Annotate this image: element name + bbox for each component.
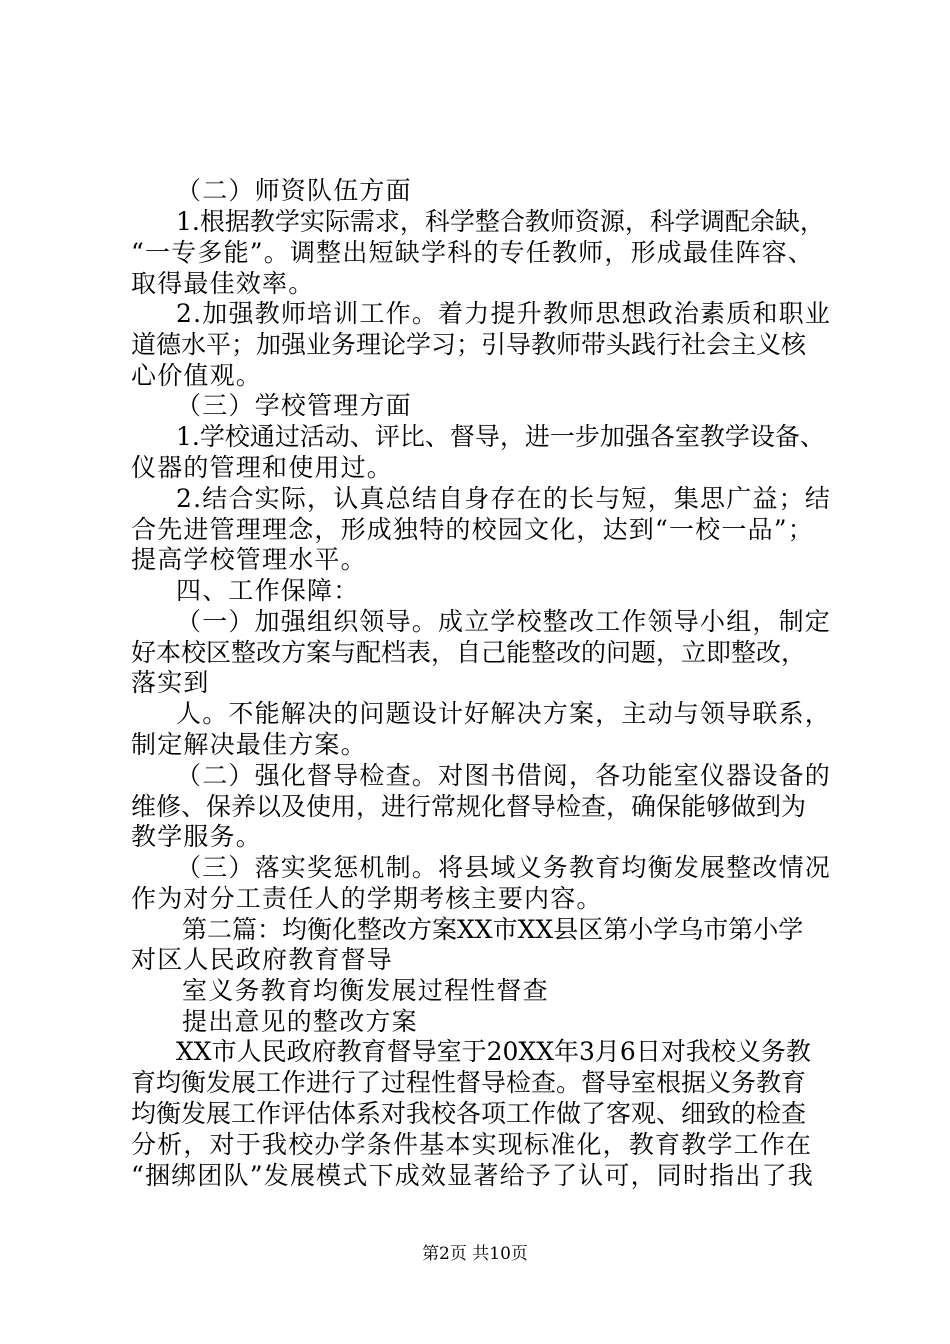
text-line: “捆绑团队”发展模式下成效显著给予了认可，同时指出了我	[131, 1161, 814, 1190]
text-line: 落实到	[131, 668, 210, 697]
text-line: 好本校区整改方案与配档表，自己能整改的问题，立即整改，	[131, 638, 807, 667]
text-line: XX市人民政府教育督导室于20XX年3月6日对我校义务教	[176, 1037, 811, 1066]
text-line: 提出意见的整改方案	[182, 1007, 418, 1036]
text-line: 育均衡发展工作进行了过程性督导检查。督导室根据义务教育	[131, 1068, 807, 1097]
text-line: 取得最佳效率。	[131, 269, 315, 298]
text-line: （二）师资队伍方面	[176, 176, 412, 205]
text-line: 2.加强教师培训工作。着力提升教师思想政治素质和职业	[176, 299, 832, 328]
text-line: 分析，对于我校办学条件基本实现标准化，教育教学工作在	[131, 1130, 813, 1159]
text-line: 教学服务。	[131, 822, 263, 851]
text-line: 1.根据教学实际需求，科学整合教师资源，科学调配余缺，	[176, 207, 825, 236]
text-line: （三）学校管理方面	[176, 391, 412, 420]
text-line: 2.结合实际，认真总结自身存在的长与短，集思广益；结	[176, 484, 832, 513]
text-line: 合先进管理理念，形成独特的校园文化，达到“一校一品”；	[131, 515, 814, 544]
text-line: 仪器的管理和使用过。	[131, 453, 394, 482]
text-line: 四、工作保障：	[176, 576, 360, 605]
text-line: 提高学校管理水平。	[131, 545, 367, 574]
text-line: 道德水平；加强业务理论学习；引导教师带头践行社会主义核	[131, 330, 807, 359]
text-line: （二）强化督导检查。对图书借阅，各功能室仪器设备的	[176, 761, 832, 790]
text-line: 第二篇：均衡化整改方案XX市XX县区第小学乌市第小学	[182, 915, 804, 944]
text-line: 维修、保养以及使用，进行常规化督导检查，确保能够做到为	[131, 792, 807, 821]
text-line: 心价值观。	[131, 361, 263, 390]
text-line: 人。不能解决的问题设计好解决方案，主动与领导联系，	[176, 699, 832, 728]
text-line: 均衡发展工作评估体系对我校各项工作做了客观、细致的检查	[131, 1099, 807, 1128]
text-line: “一专多能”。调整出短缺学科的专任教师，形成最佳阵容、	[131, 238, 814, 267]
text-line: 室义务教育均衡发展过程性督查	[182, 976, 549, 1005]
text-line: 制定解决最佳方案。	[131, 730, 367, 759]
page-number: 第2页 共10页	[422, 1244, 528, 1264]
text-line: （一）加强组织领导。成立学校整改工作领导小组，制定	[176, 607, 832, 636]
text-line: 作为对分工责任人的学期考核主要内容。	[131, 884, 603, 913]
text-line: 对区人民政府教育督导	[131, 945, 394, 974]
text-line: 1.学校通过活动、评比、督导，进一步加强各室教学设备、	[176, 422, 825, 451]
text-line: （三）落实奖惩机制。将县域义务教育均衡发展整改情况	[176, 853, 832, 882]
